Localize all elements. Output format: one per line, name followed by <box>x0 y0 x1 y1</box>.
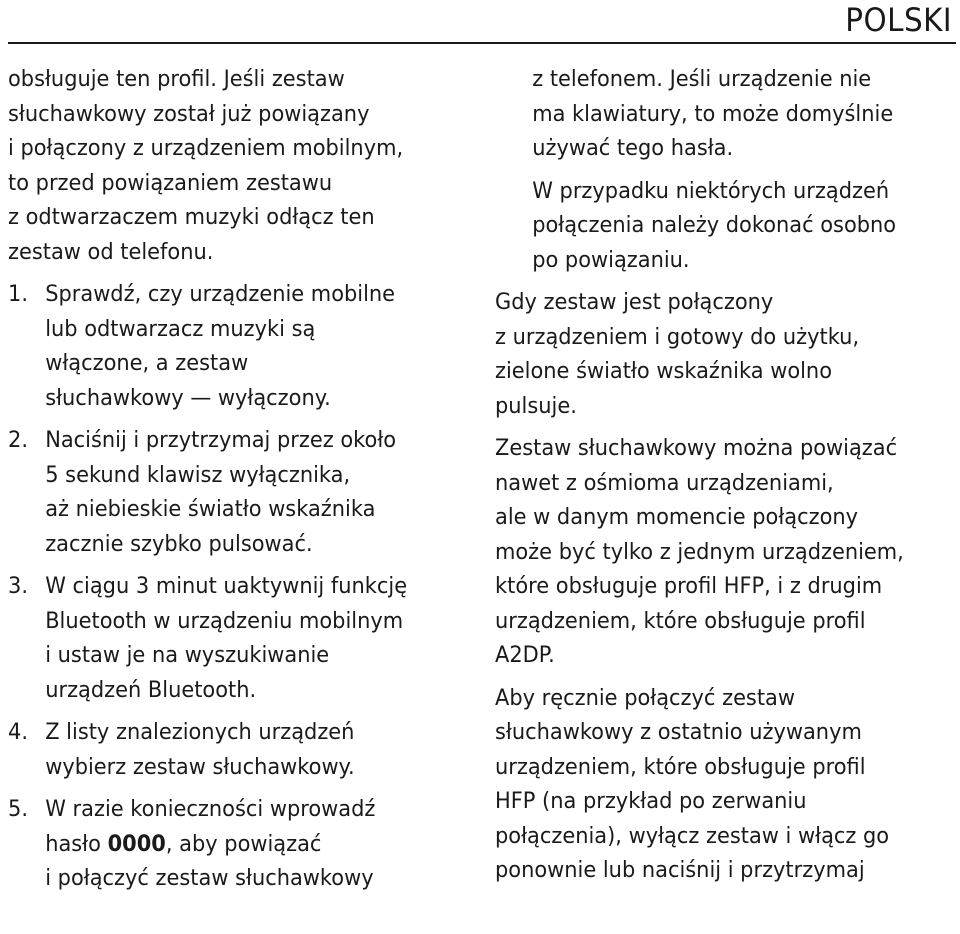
text-line: urządzeniem, które obsługuje profil <box>495 607 866 634</box>
text-line: słuchawkowy — wyłączony. <box>45 384 331 411</box>
text-line: ale w danym momencie połączony <box>495 504 859 530</box>
text-line: W ciągu 3 minut uaktywnij funkcję <box>45 573 408 599</box>
text-line: Naciśnij i przytrzymaj przez około <box>45 427 397 453</box>
step-3 <box>8 569 464 707</box>
text-line <box>45 827 464 862</box>
text-line: zielone światło wskaźnika wolno <box>495 358 833 384</box>
text-line: Sprawdź, czy urządzenie mobilne <box>45 281 396 307</box>
note-paragraph <box>495 174 951 278</box>
text-line: nawet z ośmioma urządzeniami, <box>495 469 834 496</box>
text-fragment: , aby powiązać <box>165 830 322 857</box>
text-line: Gdy zestaw jest połączony <box>495 289 774 315</box>
step-number: 2. <box>8 427 28 453</box>
intro-paragraph <box>8 62 464 269</box>
text-line: Zestaw słuchawkowy można powiązać <box>495 435 898 461</box>
text-line: i połączony z urządzeniem mobilnym, <box>8 135 404 161</box>
text-line: lub odtwarzacz muzyki są <box>45 315 316 342</box>
step-4 <box>8 715 464 784</box>
paragraph-multipoint <box>495 431 951 673</box>
left-column <box>8 62 464 896</box>
text-line: po powiązaniu. <box>532 246 690 273</box>
text-line: zestaw od telefonu. <box>8 238 214 265</box>
paragraph-connected-status <box>495 285 951 423</box>
text-line: wybierz zestaw słuchawkowy. <box>45 753 355 780</box>
header-divider <box>8 42 956 44</box>
text-line: ponownie lub naciśnij i przytrzymaj <box>495 857 865 883</box>
text-line: to przed powiązaniem zestawu <box>8 169 333 196</box>
text-line: Z listy znalezionych urządzeń <box>45 719 355 745</box>
page-language-header: POLSKI <box>845 1 952 39</box>
text-line: połączenia), wyłącz zestaw i włącz go <box>495 822 890 849</box>
step-2 <box>8 423 464 561</box>
step-number: 1. <box>8 281 28 307</box>
paragraph-manual-connect <box>495 681 951 888</box>
text-line: obsługuje ten profil. Jeśli zestaw <box>8 66 345 92</box>
text-line: słuchawkowy z ostatnio używanym <box>495 719 862 745</box>
text-line: połączenia należy dokonać osobno <box>532 212 897 238</box>
step-number: 4. <box>8 719 28 745</box>
text-line: A2DP. <box>495 642 555 668</box>
text-line: które obsługuje profil HFP, i z drugim <box>495 573 883 599</box>
text-line: może być tylko z jednym urządzeniem, <box>495 538 904 565</box>
passcode: 0000 <box>107 830 166 857</box>
text-line: i połączyć zestaw słuchawkowy <box>45 865 374 891</box>
text-fragment: hasło <box>45 830 108 857</box>
text-line: ma klawiatury, to może domyślnie <box>532 100 894 127</box>
step-5-continuation <box>495 62 951 166</box>
text-line: z urządzeniem i gotowy do użytku, <box>495 323 860 350</box>
text-line: urządzeń Bluetooth. <box>45 676 257 703</box>
text-line: z telefonem. Jeśli urządzenie nie <box>532 66 872 92</box>
step-number: 3. <box>8 573 28 599</box>
text-line: W razie konieczności wprowadź <box>45 796 376 822</box>
text-line: zacznie szybko pulsować. <box>45 530 313 557</box>
step-1 <box>8 277 464 415</box>
text-line: słuchawkowy został już powiązany <box>8 100 370 127</box>
step-5 <box>8 792 464 896</box>
text-line: używać tego hasła. <box>532 135 734 161</box>
text-line: pulsuje. <box>495 392 577 419</box>
text-line: urządzeniem, które obsługuje profil <box>495 753 866 780</box>
text-line: z odtwarzaczem muzyki odłącz ten <box>8 204 375 230</box>
text-line: aż niebieskie światło wskaźnika <box>45 496 376 522</box>
text-line: Bluetooth w urządzeniu mobilnym <box>45 607 404 634</box>
text-line: W przypadku niektórych urządzeń <box>532 177 890 204</box>
text-line: HFP (na przykład po zerwaniu <box>495 788 807 814</box>
text-line: 5 sekund klawisz wyłącznika, <box>45 461 351 488</box>
step-number: 5. <box>8 796 28 822</box>
right-column <box>495 62 951 888</box>
text-line: włączone, a zestaw <box>45 350 249 376</box>
text-line: i ustaw je na wyszukiwanie <box>45 642 330 668</box>
text-line: Aby ręcznie połączyć zestaw <box>495 684 795 711</box>
